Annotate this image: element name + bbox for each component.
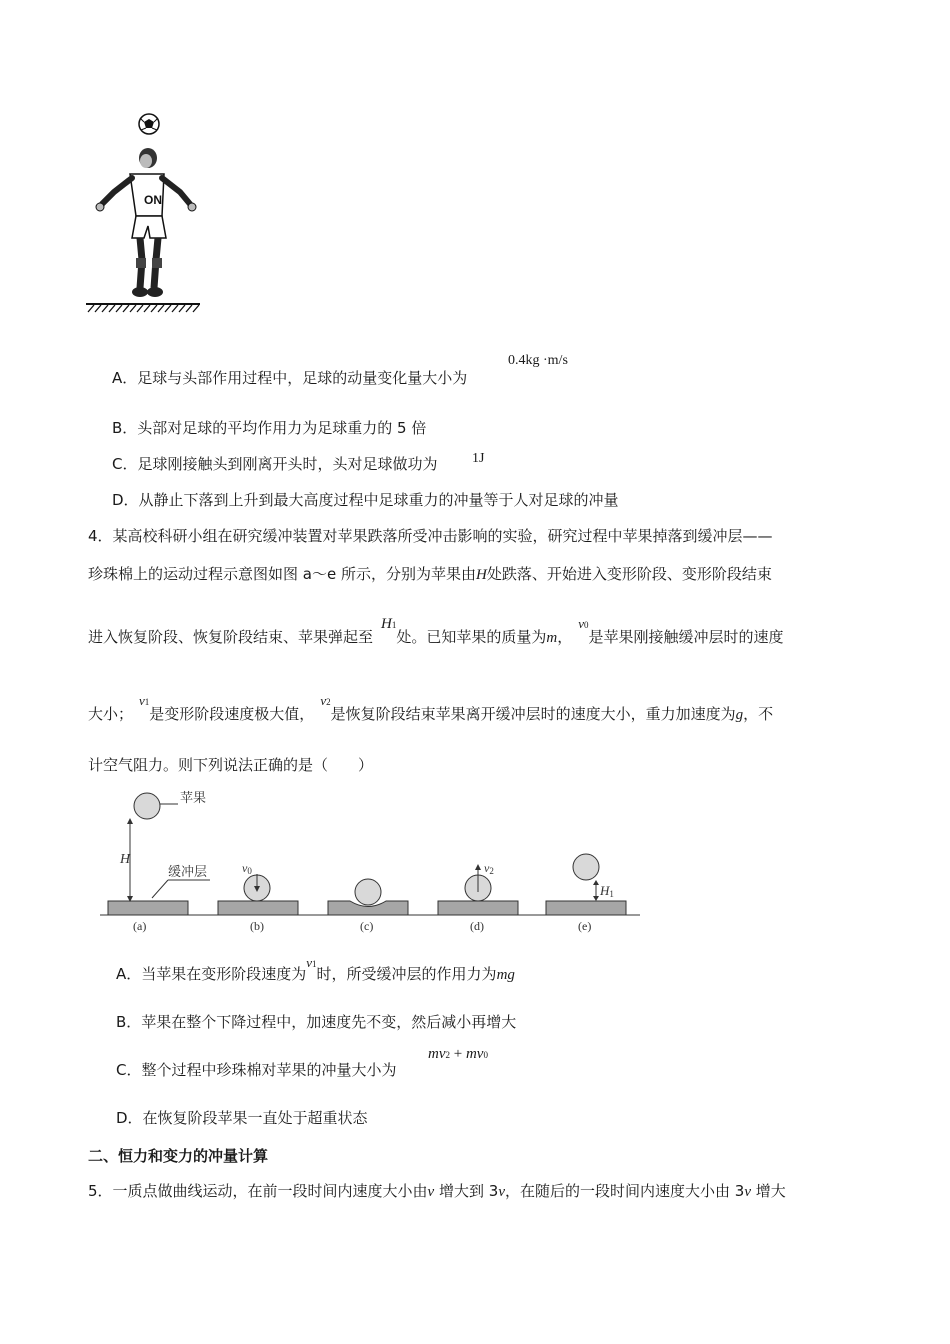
- buffer-label: 缓冲层: [168, 865, 208, 880]
- svg-text:ON: ON: [144, 193, 162, 207]
- h-label: H: [120, 852, 131, 867]
- v2-label: v2: [484, 861, 494, 876]
- apple-a: [134, 793, 160, 819]
- panel-a-label: (a): [133, 919, 147, 933]
- buffer-layer-e: [546, 901, 626, 915]
- h1-label: H1: [600, 883, 614, 899]
- apple-label: 苹果: [180, 791, 207, 806]
- q3-option-c-math: 1J: [472, 451, 485, 466]
- panel-b-label: (b): [250, 919, 264, 933]
- q4-option-c[interactable]: C．整个过程中珍珠棉对苹果的冲量大小为: [116, 1061, 397, 1079]
- panel-c-label: (c): [360, 919, 374, 933]
- q3-option-a-math: 0.4kg ·m/s: [508, 353, 568, 368]
- q4-stem-line-1: 4．某高校科研小组在研究缓冲装置对苹果跌落所受冲击影响的实验，研究过程中苹果掉落到缓冲层——: [88, 527, 773, 545]
- q3-option-c-text: C．足球刚接触头到刚离开头时，头对足球做功为: [112, 455, 438, 473]
- q3-option-a-text: A．足球与头部作用过程中，足球的动量变化量大小为: [112, 369, 468, 387]
- panel-e-label: (e): [578, 919, 592, 933]
- q3-option-a[interactable]: [112, 368, 467, 388]
- apple-c: [355, 879, 381, 905]
- q3-option-b-text: B．头部对足球的平均作用力为足球重力的 5 倍: [112, 419, 427, 437]
- section-heading: 二、恒力和变力的冲量计算: [88, 1147, 269, 1165]
- q5-stem: 5．一质点做曲线运动，在前一段时间内速度大小由v 增大到 3v，在随后的一段时间内速度大小由 3v 增大: [88, 1182, 786, 1200]
- q3-option-c[interactable]: [112, 454, 437, 474]
- buffer-layer-a: [108, 901, 188, 915]
- q4-option-b[interactable]: B．苹果在整个下降过程中，加速度先不变，然后减小再增大: [116, 1013, 517, 1031]
- q4-stem-line-5: 计空气阻力。则下列说法正确的是（ ）: [88, 756, 374, 774]
- q3-option-b[interactable]: [112, 418, 426, 438]
- v0-label: v0: [242, 861, 252, 876]
- q4-stem-line-3: 进入恢复阶段、恢复阶段结束、苹果弹起至H1处。已知苹果的质量为m，v0是苹果刚接触缓冲层时的速度: [88, 616, 784, 646]
- buffer-layer-b: [218, 901, 298, 915]
- soccer-player-figure: [80, 108, 210, 318]
- q3-option-d[interactable]: [112, 490, 619, 510]
- q4-option-c-math: mv2 + mv0: [428, 1046, 488, 1062]
- soccer-ball-icon: [139, 114, 159, 134]
- q3-option-d-text: D．从静止下落到上升到最大高度过程中足球重力的冲量等于人对足球的冲量: [112, 491, 619, 509]
- q4-option-d[interactable]: D．在恢复阶段苹果一直处于超重状态: [116, 1109, 368, 1127]
- buffer-layer-d: [438, 901, 518, 915]
- apple-buffer-diagram: [100, 780, 645, 940]
- q4-stem-line-4: 大小；v1是变形阶段速度极大值，v2是恢复阶段结束苹果离开缓冲层时的速度大小，重力加速度为g，不: [88, 693, 774, 723]
- apple-e: [573, 854, 599, 880]
- q4-option-a[interactable]: A．当苹果在变形阶段速度为v1时，所受缓冲层的作用力为mg: [116, 955, 515, 983]
- panel-d-label: (d): [470, 919, 484, 933]
- q4-stem-line-2: 珍珠棉上的运动过程示意图如图 a～e 所示，分别为苹果由H处跌落、开始进入变形阶段、变形阶段结束: [88, 565, 772, 583]
